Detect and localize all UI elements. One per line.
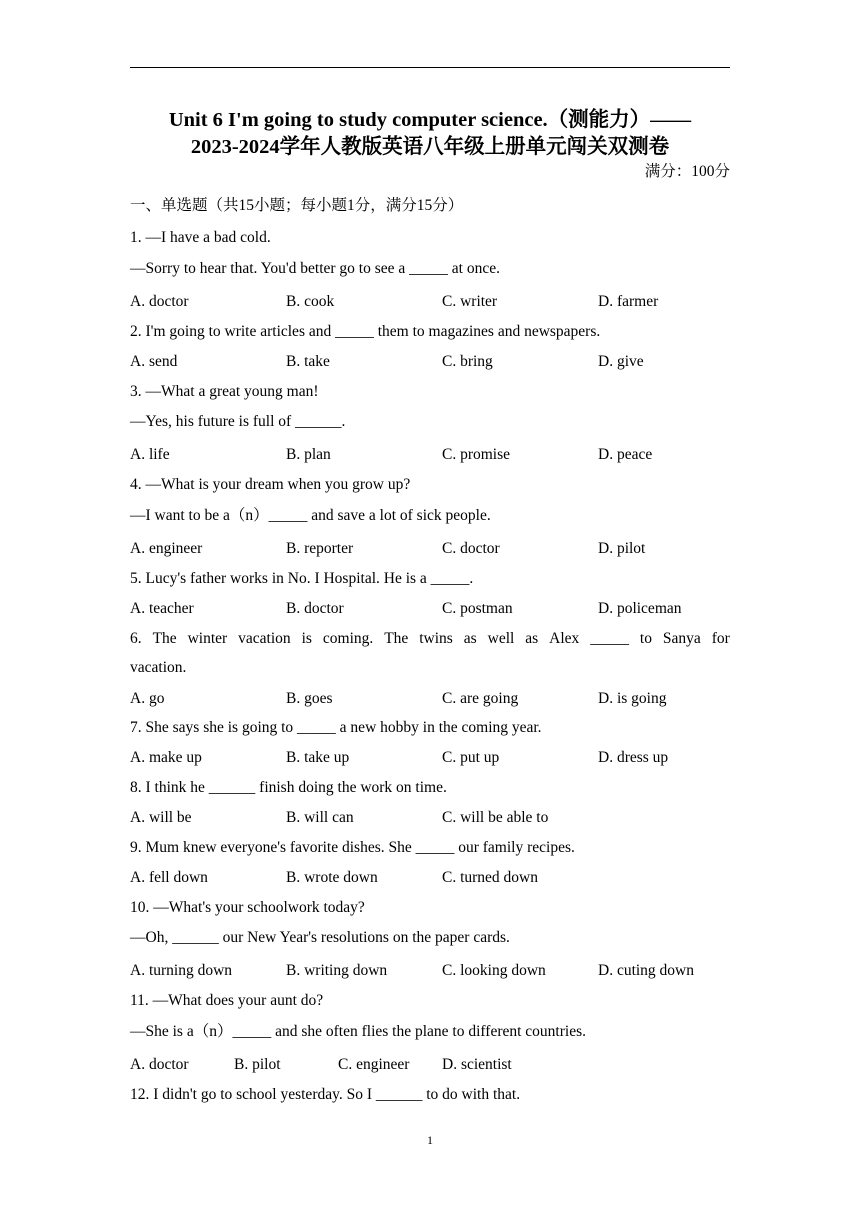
question-3-option-d: D. peace (598, 446, 653, 463)
question-10-option-b: B. writing down (286, 962, 388, 979)
question-2-option-a: A. send (130, 353, 178, 370)
q6-word: twins (419, 630, 453, 647)
question-4-reply: —I want to be a（n）_____ and save a lot of sick people. (130, 507, 491, 524)
question-8-stem: 8. I think he ______ finish doing the work on time. (130, 779, 447, 796)
question-7-option-b: B. take up (286, 749, 350, 766)
q6-word: as (463, 630, 477, 647)
question-3-stem: 3. —What a great young man! (130, 383, 319, 400)
question-4-stem: 4. —What is your dream when you grow up? (130, 476, 411, 493)
question-1-stem: 1. —I have a bad cold. (130, 229, 271, 246)
question-11-reply: —She is a（n）_____ and she often flies the plane to different countries. (130, 1023, 586, 1040)
q6-word: well (487, 630, 515, 647)
question-4-option-d: D. pilot (598, 540, 646, 557)
question-5-option-b: B. doctor (286, 600, 344, 617)
question-5-option-a: A. teacher (130, 600, 194, 617)
question-2-option-d: D. give (598, 353, 644, 370)
question-10-option-d: D. cuting down (598, 962, 695, 979)
question-7-option-d: D. dress up (598, 749, 669, 766)
question-6-option-d: D. is going (598, 690, 667, 707)
title-line-1: Unit 6 I'm going to study computer science.（测能力）—— (168, 109, 692, 131)
q6-word: _____ (590, 630, 629, 647)
q6-word: 6. (130, 630, 142, 647)
question-9-option-b: B. wrote down (286, 869, 378, 886)
question-1-option-b: B. cook (286, 293, 335, 310)
question-11-option-a: A. doctor (130, 1056, 189, 1073)
question-3-option-b: B. plan (286, 446, 331, 463)
question-1-option-c: C. writer (442, 293, 498, 310)
question-10-option-a: A. turning down (130, 962, 233, 979)
section-heading: 一、单选题（共15小题；每小题1分，满分15分） (130, 197, 464, 214)
question-11-option-b: B. pilot (234, 1056, 281, 1073)
q6-word: is (301, 630, 312, 647)
q6-word: as (525, 630, 539, 647)
question-7-stem: 7. She says she is going to _____ a new hobby in the coming year. (130, 719, 542, 736)
question-1-reply: —Sorry to hear that. You'd better go to see a _____ at once. (130, 260, 500, 277)
question-3-option-c: C. promise (442, 446, 511, 463)
q6-word: winter (187, 630, 228, 647)
question-2-option-c: C. bring (442, 353, 493, 370)
question-6-option-a: A. go (130, 690, 165, 707)
q6-word: The (152, 630, 177, 647)
question-11-option-c: C. engineer (338, 1056, 410, 1073)
question-10-stem: 10. —What's your schoolwork today? (130, 899, 365, 916)
title-line-2: 2023-2024学年人教版英语八年级上册单元闯关双测卷 (190, 136, 670, 158)
question-9-stem: 9. Mum knew everyone's favorite dishes. She _____ our family recipes. (130, 839, 575, 856)
full-score: 满分：100分 (644, 163, 730, 180)
question-9-option-c: C. turned down (442, 869, 539, 886)
question-11-stem: 11. —What does your aunt do? (130, 992, 324, 1009)
question-5-option-c: C. postman (442, 600, 513, 617)
page-number: 1 (427, 1133, 433, 1147)
question-5-stem: 5. Lucy's father works in No. I Hospital. He is a _____. (130, 570, 474, 587)
question-2-option-b: B. take (286, 353, 330, 370)
question-4-option-a: A. engineer (130, 540, 203, 557)
q6-word: to (639, 630, 652, 647)
question-12-stem: 12. I didn't go to school yesterday. So I ______ to do with that. (130, 1086, 521, 1103)
question-1-option-a: A. doctor (130, 293, 189, 310)
question-2-stem: 2. I'm going to write articles and _____ them to magazines and newspapers. (130, 323, 601, 340)
question-5-option-d: D. policeman (598, 600, 682, 617)
question-7-option-c: C. put up (442, 749, 500, 766)
question-6-option-b: B. goes (286, 690, 333, 707)
q6-word: Sanya (662, 630, 701, 647)
question-4-option-c: C. doctor (442, 540, 500, 557)
q6-word: vacation (238, 630, 291, 647)
question-11-option-d: D. scientist (442, 1056, 512, 1073)
question-6-option-c: C. are going (442, 690, 519, 707)
q6-word: coming. (322, 630, 374, 647)
question-9-option-a: A. fell down (130, 869, 208, 886)
q6-word: for (711, 630, 730, 647)
question-1-option-d: D. farmer (598, 293, 659, 310)
question-8-option-a: A. will be (130, 809, 192, 826)
q6-word: The (384, 630, 409, 647)
question-3-option-a: A. life (130, 446, 170, 463)
question-6-continued: vacation. (130, 659, 187, 676)
header-rule (130, 67, 730, 68)
q6-word: Alex (549, 630, 580, 647)
question-3-reply: —Yes, his future is full of ______. (130, 413, 346, 430)
question-8-option-b: B. will can (286, 809, 354, 826)
question-10-reply: —Oh, ______ our New Year's resolutions on the paper cards. (130, 929, 510, 946)
question-8-option-c: C. will be able to (442, 809, 549, 826)
question-6-stem (130, 627, 730, 651)
question-4-option-b: B. reporter (286, 540, 354, 557)
question-10-option-c: C. looking down (442, 962, 546, 979)
question-7-option-a: A. make up (130, 749, 202, 766)
